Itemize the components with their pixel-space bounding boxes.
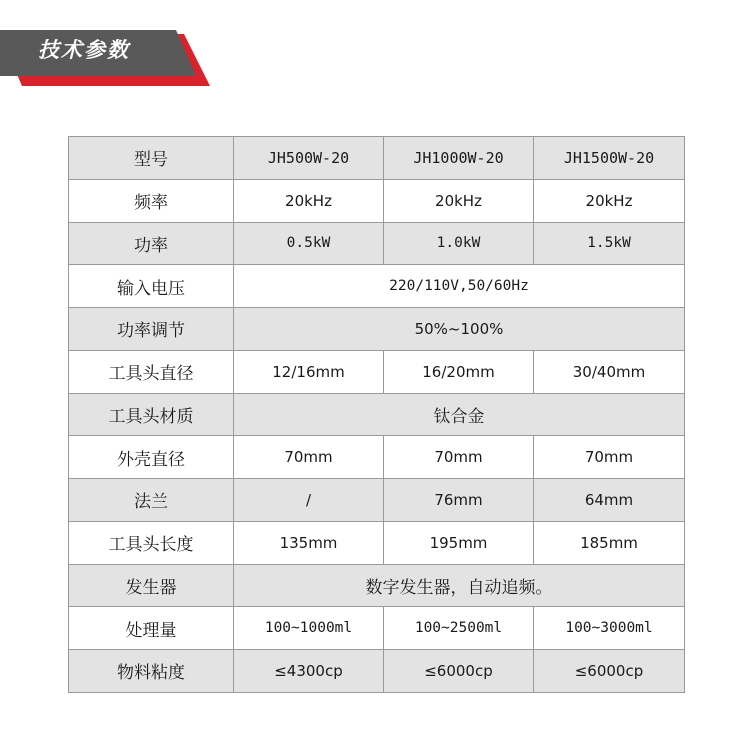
cell-value: 0.5kW: [234, 222, 384, 265]
cell-value: 64mm: [534, 479, 685, 522]
row-label: 外壳直径: [69, 436, 234, 479]
table-row-flange: [69, 479, 685, 522]
cell-value: 20kHz: [234, 179, 384, 222]
row-label: 输入电压: [69, 265, 234, 308]
cell-value: 70mm: [234, 436, 384, 479]
table-row-tool-diameter: [69, 350, 685, 393]
table-row-viscosity: [69, 650, 685, 693]
cell-value: JH1000W-20: [384, 137, 534, 180]
cell-value: 1.5kW: [534, 222, 685, 265]
table-row-tool-material: [69, 393, 685, 436]
cell-value: 195mm: [384, 521, 534, 564]
table-row-power: [69, 222, 685, 265]
table-row-power-adjust: [69, 308, 685, 351]
cell-value: 20kHz: [534, 179, 685, 222]
spec-table: [68, 136, 685, 693]
section-title: 技术参数: [38, 38, 130, 62]
cell-value: 100~2500ml: [384, 607, 534, 650]
cell-value: 钛合金: [234, 393, 685, 436]
cell-value: 70mm: [534, 436, 685, 479]
cell-value: ≤6000cp: [384, 650, 534, 693]
row-label: 功率: [69, 222, 234, 265]
row-label: 工具头材质: [69, 393, 234, 436]
cell-value: JH1500W-20: [534, 137, 685, 180]
row-label: 法兰: [69, 479, 234, 522]
cell-value: 100~3000ml: [534, 607, 685, 650]
cell-value: 20kHz: [384, 179, 534, 222]
cell-value: 76mm: [384, 479, 534, 522]
table-row-shell-diameter: [69, 436, 685, 479]
table-row-tool-length: [69, 521, 685, 564]
cell-value: 50%~100%: [234, 308, 685, 351]
row-label: 型号: [69, 137, 234, 180]
cell-value: 16/20mm: [384, 350, 534, 393]
row-label: 发生器: [69, 564, 234, 607]
cell-value: 185mm: [534, 521, 685, 564]
table-row-input-voltage: [69, 265, 685, 308]
cell-value: 100~1000ml: [234, 607, 384, 650]
cell-value: /: [234, 479, 384, 522]
table-row-capacity: [69, 607, 685, 650]
cell-value: 数字发生器，自动追频。: [234, 564, 685, 607]
cell-value: 135mm: [234, 521, 384, 564]
row-label: 处理量: [69, 607, 234, 650]
table-row-model: [69, 137, 685, 180]
cell-value: JH500W-20: [234, 137, 384, 180]
row-label: 功率调节: [69, 308, 234, 351]
row-label: 工具头直径: [69, 350, 234, 393]
row-label: 频率: [69, 179, 234, 222]
cell-value: ≤4300cp: [234, 650, 384, 693]
table-row-frequency: [69, 179, 685, 222]
cell-value: 70mm: [384, 436, 534, 479]
cell-value: 30/40mm: [534, 350, 685, 393]
cell-value: ≤6000cp: [534, 650, 685, 693]
cell-value: 1.0kW: [384, 222, 534, 265]
cell-value: 220/110V,50/60Hz: [234, 265, 685, 308]
cell-value: 12/16mm: [234, 350, 384, 393]
table-row-generator: [69, 564, 685, 607]
row-label: 物料粘度: [69, 650, 234, 693]
row-label: 工具头长度: [69, 521, 234, 564]
section-banner: [0, 0, 220, 90]
